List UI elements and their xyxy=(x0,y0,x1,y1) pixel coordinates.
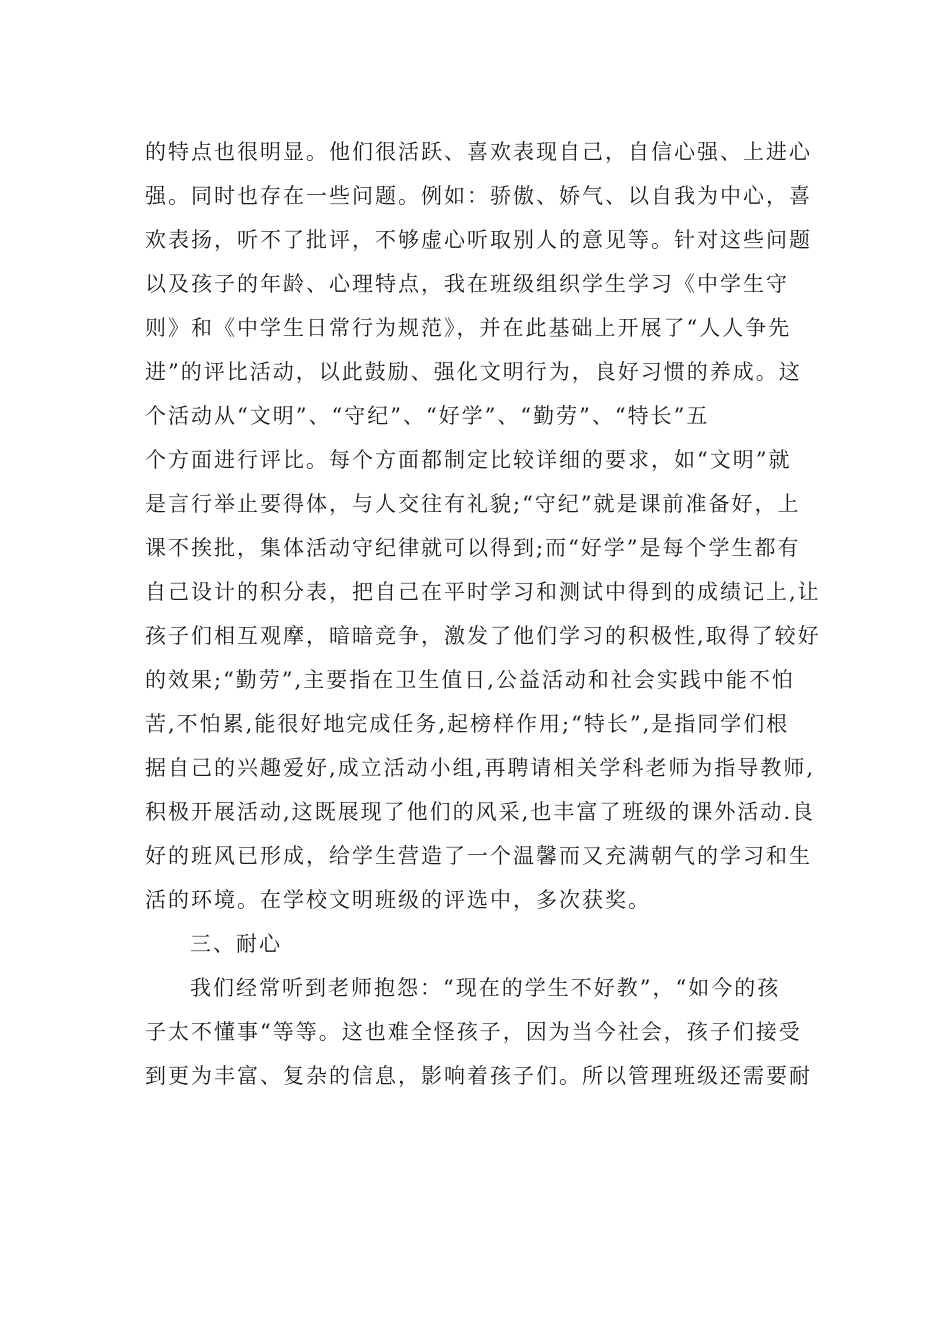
text-line: 个方面进行评比。每个方面都制定比较详细的要求，如“文明”就 xyxy=(145,448,792,472)
text-line: 的特点也很明显。他们很活跃、喜欢表现自己，自信心强、上进心 xyxy=(145,140,812,164)
text-line: 积极开展活动,这既展现了他们的风采,也丰富了班级的课外活动.良 xyxy=(145,800,816,824)
text-line: 到更为丰富、复杂的信息，影响着孩子们。所以管理班级还需要耐 xyxy=(145,1064,812,1088)
text-line: 苦,不怕累,能很好地完成任务,起榜样作用;“特长”,是指同学们根 xyxy=(145,712,790,736)
text-line: 以及孩子的年龄、心理特点，我在班级组织学生学习《中学生守 xyxy=(145,272,789,296)
text-line: 个活动从“文明”、“守纪”、“好学”、“勤劳”、“特长”五 xyxy=(145,404,710,428)
text-line: 则》和《中学生日常行为规范》，并在此基础上开展了“人人争先 xyxy=(145,316,792,340)
text-line: 欢表扬，听不了批评，不够虚心听取别人的意见等。针对这些问题 xyxy=(145,228,812,252)
text-line: 自己设计的积分表，把自己在平时学习和测试中得到的成绩记上,让 xyxy=(145,580,821,604)
text-line: 我们经常听到老师抱怨：“现在的学生不好教”，“如今的孩 xyxy=(190,976,781,1000)
text-line: 活的环境。在学校文明班级的评选中，多次获奖。 xyxy=(145,888,651,912)
text-line: 进”的评比活动，以此鼓励、强化文明行为，良好习惯的养成。这 xyxy=(145,360,802,384)
text-line: 好的班风已形成，给学生营造了一个温馨而又充满朝气的学习和生 xyxy=(145,844,812,868)
text-line: 子太不懂事“等等。这也难全怪孩子，因为当今社会，孩子们接受 xyxy=(145,1020,802,1044)
text-line: 的效果;“勤劳”,主要指在卫生值日,公益活动和社会实践中能不怕 xyxy=(145,668,795,692)
section-heading: 三、耐心 xyxy=(190,932,282,956)
text-line: 据自己的兴趣爱好,成立活动小组,再聘请相关学科老师为指导教师, xyxy=(145,756,816,780)
text-line: 孩子们相互观摩，暗暗竞争，激发了他们学习的积极性,取得了较好 xyxy=(145,624,821,648)
text-line: 课不挨批，集体活动守纪律就可以得到;而“好学”是每个学生都有 xyxy=(145,536,801,560)
text-line: 强。同时也存在一些问题。例如：骄傲、娇气、以自我为中心，喜 xyxy=(145,184,812,208)
text-line: 是言行举止要得体，与人交往有礼貌;“守纪”就是课前准备好，上 xyxy=(145,492,801,516)
